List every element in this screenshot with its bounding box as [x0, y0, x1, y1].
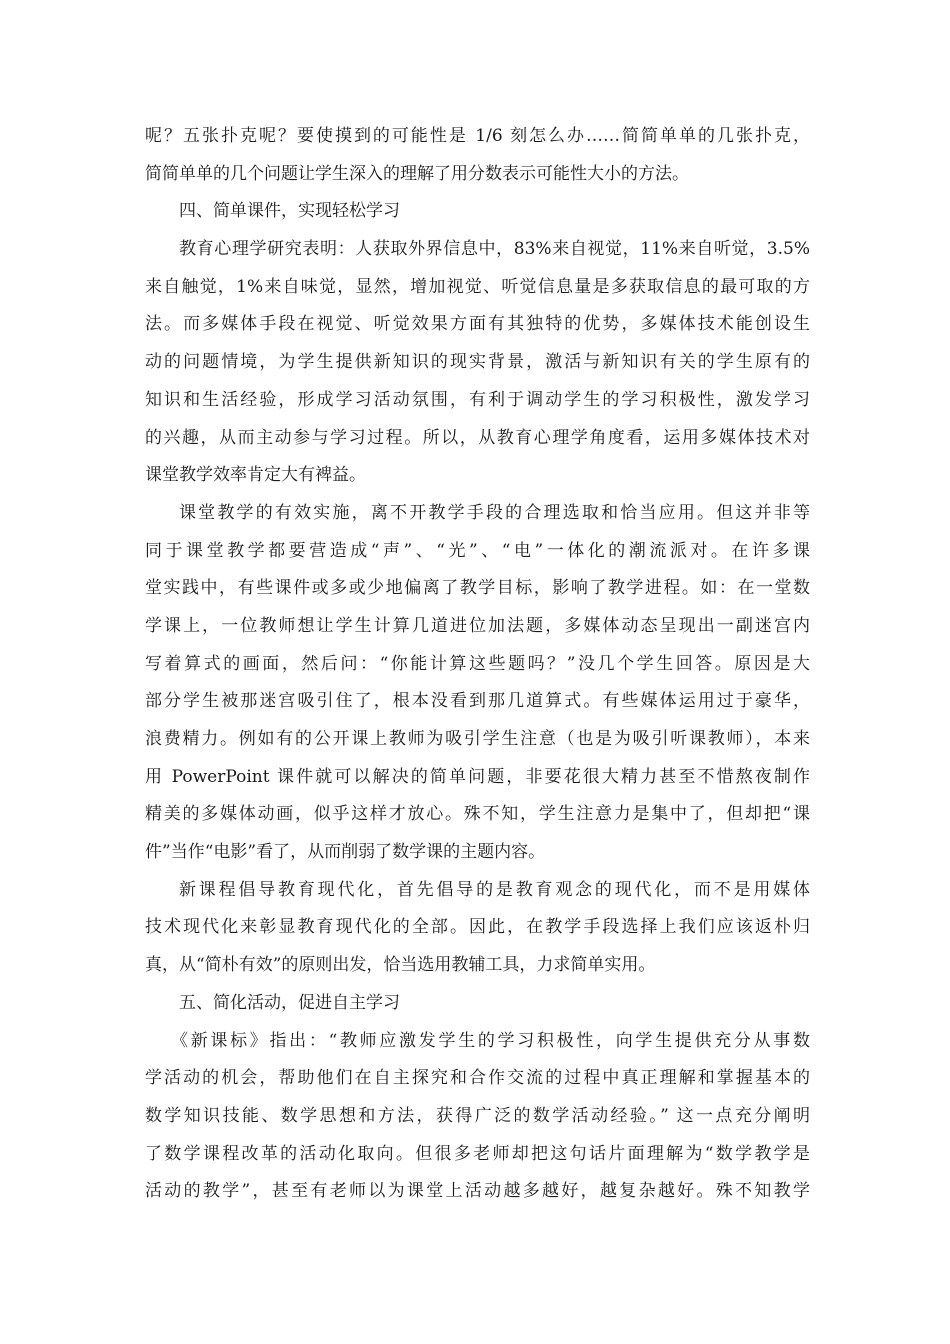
text-line: 同于课堂教学都要营造成“声”、“光”、“电”一体化的潮流派对。在许多课 — [145, 540, 810, 561]
text-line: 精美的多媒体动画，似乎这样才放心。殊不知，学生注意力是集中了，但却把“课 — [145, 804, 810, 825]
text-line: 来自触觉，1%来自味觉，显然，增加视觉、听觉信息量是多获取信息的最可取的方 — [145, 276, 810, 297]
text-line: 法。而多媒体手段在视觉、听觉效果方面有其独特的优势，多媒体技术能创设生 — [145, 314, 810, 335]
text-line: 学活动的机会，帮助他们在自主探究和合作交流的过程中真正理解和掌握基本的 — [145, 1068, 810, 1089]
text-line: 了数学课程改革的活动化取向。但很多老师却把这句话片面理解为“数学教学是 — [145, 1143, 810, 1164]
text-line: 知识和生活经验，形成学习活动氛围，有利于调动学生的学习积极性，激发学习 — [145, 389, 810, 410]
text-line: 浪费精力。例如有的公开课上教师为吸引学生注意（也是为吸引听课教师），本来 — [145, 729, 810, 749]
text-line: 呢？五张扑克呢？要使摸到的可能性是 1/6 刻怎么办……简简单单的几张扑克， — [145, 126, 810, 146]
section-heading: 五、简化活动，促进自主学习 — [179, 992, 400, 1013]
section-heading: 四、简单课件，实现轻松学习 — [179, 201, 400, 222]
text-line: 堂实践中，有些课件或多或少地偏离了教学目标，影响了教学进程。如：在一堂数 — [145, 578, 810, 599]
text-line: 活动的教学”，甚至有老师以为课堂上活动越多越好，越复杂越好。殊不知教学 — [145, 1181, 810, 1202]
text-line: 部分学生被那迷宫吸引住了，根本没看到那几道算式。有些媒体运用过于豪华， — [145, 691, 810, 712]
document-body — [145, 118, 810, 1211]
text-line: 学课上，一位教师想让学生计算几道进位加法题，多媒体动态呈现出一副迷宫内 — [145, 615, 810, 636]
text-line: 课堂教学效率肯定大有裨益。 — [145, 465, 366, 486]
text-line: 数学知识技能、数学思想和方法，获得广泛的数学活动经验。” 这一点充分阐明 — [145, 1105, 810, 1126]
text-line: 真，从“简朴有效”的原则出发，恰当选用教辅工具，力求简单实用。 — [145, 955, 656, 976]
text-line: 技术现代化来彰显教育现代化的全部。因此，在教学手段选择上我们应该返朴归 — [145, 917, 810, 938]
text-line: 简简单单的几个问题让学生深入的理解了用分数表示可能性大小的方法。 — [145, 163, 689, 184]
text-line: 教育心理学研究表明：人获取外界信息中，83%来自视觉，11%来自听觉，3.5% — [179, 239, 810, 260]
text-line: 课堂教学的有效实施，离不开教学手段的合理选取和恰当应用。但这并非等 — [179, 502, 810, 523]
text-line: 用 PowerPoint 课件就可以解决的简单问题，非要花很大精力甚至不惜熬夜制作 — [145, 766, 810, 787]
text-line: 的兴趣，从而主动参与学习过程。所以，从教育心理学角度看，运用多媒体技术对 — [145, 427, 810, 448]
text-line: 写着算式的画面，然后问：“你能计算这些题吗？”没几个学生回答。原因是大 — [145, 653, 810, 674]
text-line: 《新课标》指出：“教师应激发学生的学习积极性，向学生提供充分从事数 — [171, 1030, 810, 1051]
text-line: 动的问题情境，为学生提供新知识的现实背景，激活与新知识有关的学生原有的 — [145, 352, 810, 373]
text-line: 件”当作“电影”看了，从而削弱了数学课的主题内容。 — [145, 842, 546, 863]
text-line: 新课程倡导教育现代化，首先倡导的是教育观念的现代化，而不是用媒体 — [179, 879, 810, 900]
